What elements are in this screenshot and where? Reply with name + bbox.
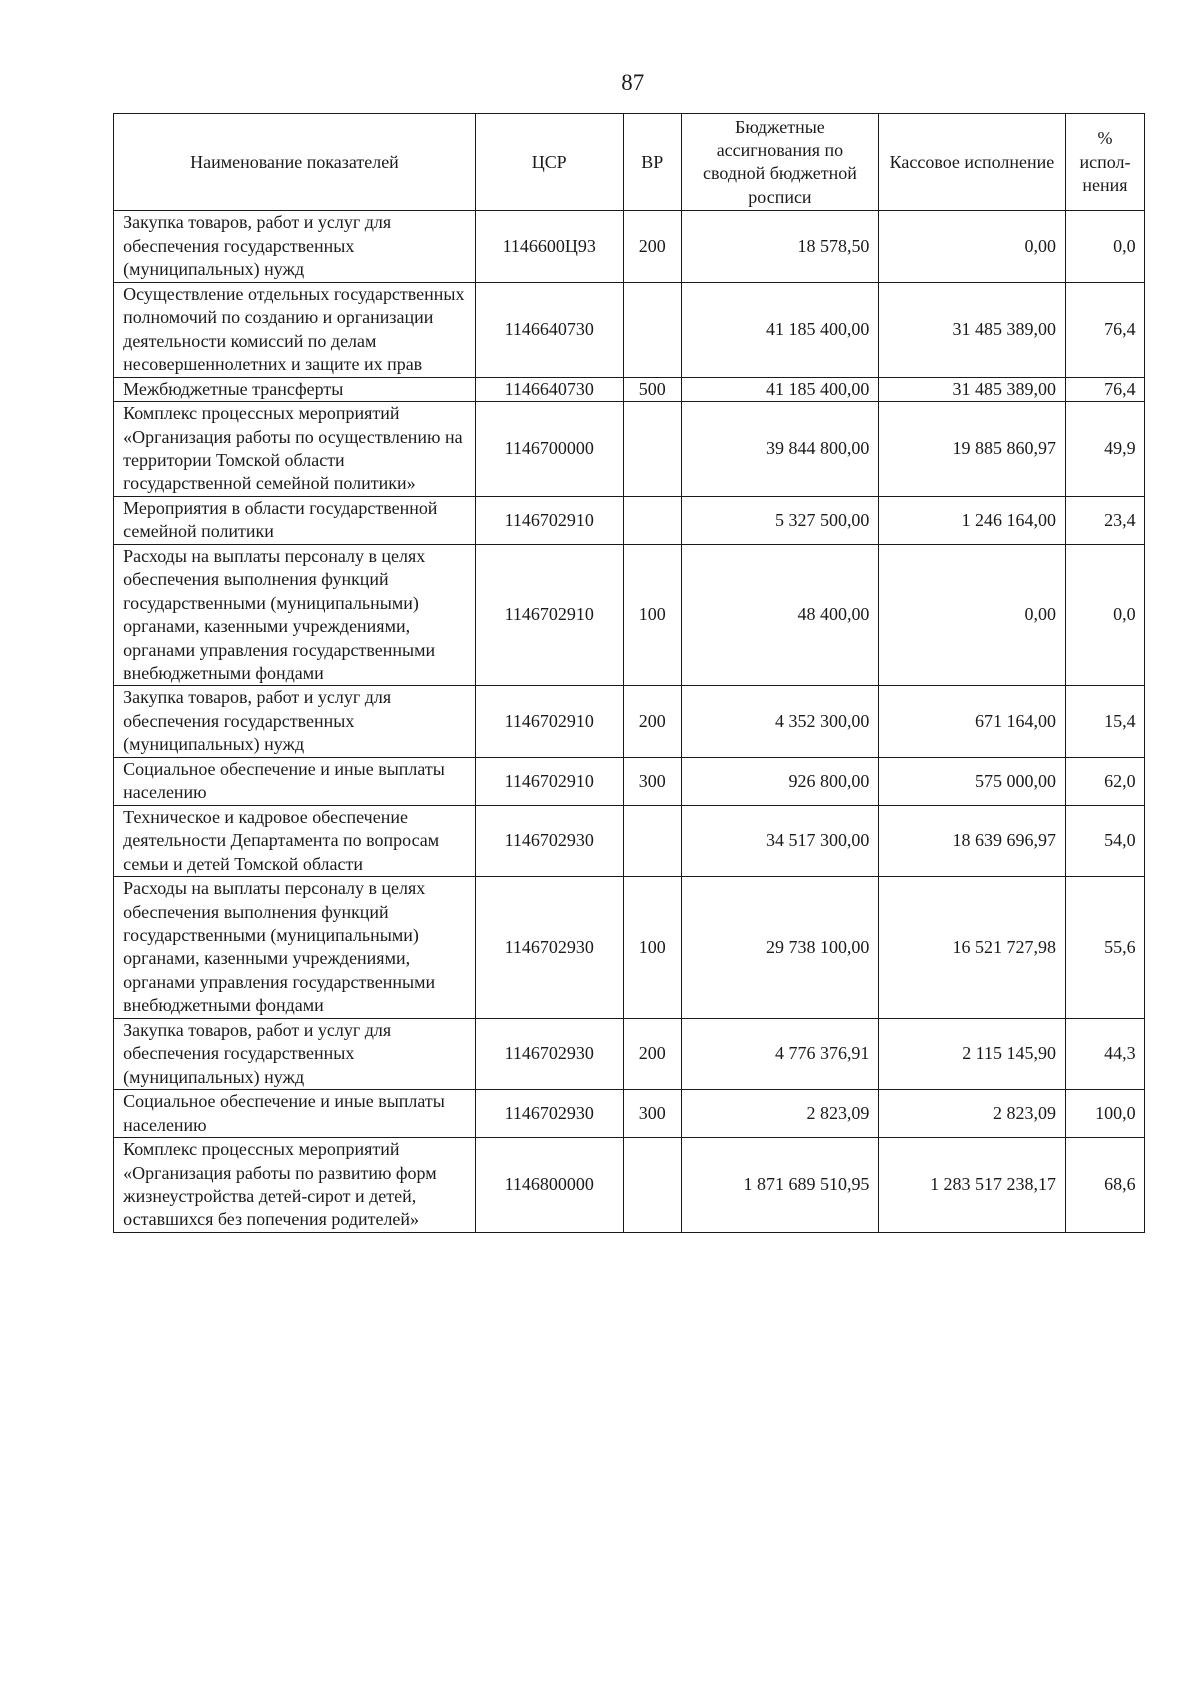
table-row [114,377,1145,401]
row-vr: 300 [623,757,681,805]
header-percent: % испол-нения [1065,114,1145,211]
row-vr: 100 [623,877,681,1019]
header-cash: Кассовое исполнение [879,114,1066,211]
row-vr [623,496,681,544]
row-name: Закупка товаров, работ и услуг для обеспечения государственных (муниципальных) нужд [114,1018,475,1089]
row-csr: 1146702930 [475,1090,623,1138]
row-percent: 0,0 [1065,211,1145,282]
row-vr: 100 [623,544,681,686]
row-name: Межбюджетные трансферты [114,377,475,401]
row-budget: 18 578,50 [681,211,878,282]
row-csr: 1146702910 [475,686,623,757]
row-percent: 62,0 [1065,757,1145,805]
row-csr: 1146600Ц93 [475,211,623,282]
row-name: Мероприятия в области государственной семейной политики [114,496,475,544]
row-percent: 49,9 [1065,402,1145,497]
header-budget: Бюджетные ассигнования по сводной бюджетной росписи [681,114,878,211]
row-budget: 1 871 689 510,95 [681,1138,878,1233]
row-csr: 1146700000 [475,402,623,497]
row-vr: 200 [623,211,681,282]
table-row [114,402,1145,497]
row-name: Комплекс процессных мероприятий «Организация работы по осуществлению на территории Томской области государственной семейной политики» [114,402,475,497]
row-cash: 0,00 [879,544,1066,686]
row-cash: 19 885 860,97 [879,402,1066,497]
row-percent: 44,3 [1065,1018,1145,1089]
row-percent: 54,0 [1065,805,1145,876]
row-cash: 2 115 145,90 [879,1018,1066,1089]
row-cash: 0,00 [879,211,1066,282]
row-vr: 300 [623,1090,681,1138]
table-row [114,544,1145,686]
row-name: Социальное обеспечение и иные выплаты населению [114,757,475,805]
header-vr: ВР [623,114,681,211]
row-csr: 1146800000 [475,1138,623,1233]
row-budget: 39 844 800,00 [681,402,878,497]
table-row [114,805,1145,876]
row-name: Расходы на выплаты персоналу в целях обеспечения выполнения функций государственными (муниципальными) органами, казенными учреждениями, органами управления государственными внебюджетными фондами [114,877,475,1019]
row-budget: 48 400,00 [681,544,878,686]
table-row [114,757,1145,805]
row-name: Комплекс процессных мероприятий «Организация работы по развитию форм жизнеустройства детей-сирот и детей, оставшихся без попечения родителей» [114,1138,475,1233]
row-percent: 100,0 [1065,1090,1145,1138]
row-csr: 1146702910 [475,544,623,686]
row-vr: 500 [623,377,681,401]
row-percent: 76,4 [1065,377,1145,401]
row-csr: 1146640730 [475,377,623,401]
row-csr: 1146702910 [475,496,623,544]
row-cash: 671 164,00 [879,686,1066,757]
table-row [114,686,1145,757]
row-budget: 29 738 100,00 [681,877,878,1019]
row-budget: 926 800,00 [681,757,878,805]
row-percent: 55,6 [1065,877,1145,1019]
row-name: Расходы на выплаты персоналу в целях обеспечения выполнения функций государственными (муниципальными) органами, казенными учреждениями, органами управления государственными внебюджетными фондами [114,544,475,686]
row-percent: 0,0 [1065,544,1145,686]
row-cash: 2 823,09 [879,1090,1066,1138]
row-percent: 68,6 [1065,1138,1145,1233]
row-cash: 575 000,00 [879,757,1066,805]
header-name: Наименование показателей [114,114,475,211]
page-number: 87 [621,69,645,95]
row-vr [623,1138,681,1233]
row-budget: 34 517 300,00 [681,805,878,876]
row-budget: 5 327 500,00 [681,496,878,544]
table-row [114,1090,1145,1138]
row-percent: 76,4 [1065,282,1145,377]
header-csr: ЦСР [475,114,623,211]
row-csr: 1146702930 [475,877,623,1019]
row-vr [623,805,681,876]
table-row [114,211,1145,282]
row-cash: 16 521 727,98 [879,877,1066,1019]
row-vr [623,282,681,377]
table-row [114,877,1145,1019]
row-percent: 23,4 [1065,496,1145,544]
row-budget: 41 185 400,00 [681,282,878,377]
budget-execution-table [113,113,1145,1232]
row-csr: 1146702930 [475,1018,623,1089]
row-name: Осуществление отдельных государственных полномочий по созданию и организации деятельности комиссий по делам несовершеннолетних и защите их прав [114,282,475,377]
row-budget: 4 352 300,00 [681,686,878,757]
row-vr [623,402,681,497]
table-row [114,496,1145,544]
table-row [114,1138,1145,1233]
table-row [114,1018,1145,1089]
row-budget: 41 185 400,00 [681,377,878,401]
row-vr: 200 [623,1018,681,1089]
row-csr: 1146702930 [475,805,623,876]
row-cash: 1 283 517 238,17 [879,1138,1066,1233]
row-cash: 18 639 696,97 [879,805,1066,876]
row-budget: 4 776 376,91 [681,1018,878,1089]
row-cash: 31 485 389,00 [879,282,1066,377]
row-vr: 200 [623,686,681,757]
row-cash: 31 485 389,00 [879,377,1066,401]
row-name: Закупка товаров, работ и услуг для обеспечения государственных (муниципальных) нужд [114,686,475,757]
row-csr: 1146640730 [475,282,623,377]
row-percent: 15,4 [1065,686,1145,757]
row-name: Техническое и кадровое обеспечение деятельности Департамента по вопросам семьи и детей Томской области [114,805,475,876]
row-name: Социальное обеспечение и иные выплаты населению [114,1090,475,1138]
table-header-row [114,114,1145,211]
table-row [114,282,1145,377]
row-csr: 1146702910 [475,757,623,805]
row-name: Закупка товаров, работ и услуг для обеспечения государственных (муниципальных) нужд [114,211,475,282]
row-cash: 1 246 164,00 [879,496,1066,544]
row-budget: 2 823,09 [681,1090,878,1138]
